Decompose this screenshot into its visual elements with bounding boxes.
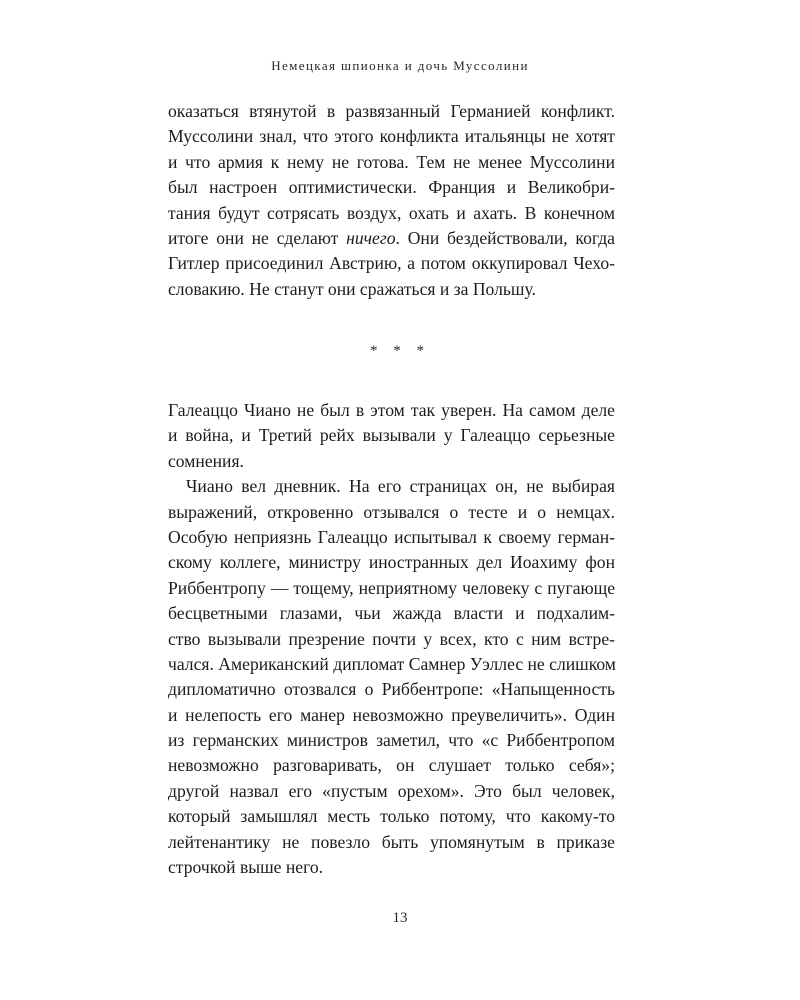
text-line: ство вызывали презрение почти у всех, кто с ним встре-: [168, 628, 615, 649]
text-line: и что армия к нему не готова. Тем не менее Муссолини: [168, 151, 615, 172]
text-fragment: итоге они не сделают: [168, 227, 347, 248]
text-line: чался. Американский дипломат Самнер Уэллес не слишком: [168, 653, 616, 674]
text-line: из германских министров заметил, что «с Риббентропом: [168, 730, 615, 751]
text-line: и нелепость его манер невозможно преувеличить». Один: [168, 704, 615, 725]
text-line: тания будут сотрясать воздух, охать и ахать. В конечном: [168, 202, 615, 223]
text-line: оказаться втянутой в развязанный Германией конфликт.: [168, 101, 615, 121]
paragraph-1: [168, 99, 615, 302]
text-line: лейтенантику не повезло быть упомянутым в приказе: [168, 831, 615, 852]
text-line: Особую неприязнь Галеаццо испытывал к своему герман-: [168, 526, 615, 547]
text-line: который замышлял месть только потому, что какому-то: [168, 806, 615, 827]
text-line: сомнения.: [168, 450, 244, 471]
text-line: Галеаццо Чиано не был в этом так уверен. На самом деле: [168, 400, 615, 420]
text-line: Чиано вел дневник. На его страницах он, не выбирая: [186, 476, 615, 497]
text-line: выражений, откровенно отзывался о тесте и о немцах.: [168, 501, 615, 522]
text-line: Риббентропу — тощему, неприятному человеку с пугающе: [168, 577, 615, 598]
text-line: другой назвал его «пустым орехом». Это был человек,: [168, 780, 615, 801]
text-line: словакию. Не станут они сражаться и за Польшу.: [168, 278, 536, 299]
text-line: бесцветными глазами, чьи жажда власти и подхалим-: [168, 603, 615, 624]
text-line: дипломатично отозвался о Риббентропе: «Напыщенность: [168, 679, 615, 700]
text-line-with-emphasis: [168, 226, 615, 251]
page-number: 13: [392, 910, 408, 926]
text-fragment: . Они бездействовали, когда: [395, 227, 615, 248]
text-line: был настроен оптимистически. Франция и Великобри-: [168, 177, 615, 198]
text-line: и война, и Третий рейх вызывали у Галеаццо серьезные: [168, 425, 615, 446]
text-line: Муссолини знал, что этого конфликта итальянцы не хотят: [168, 126, 615, 147]
running-head: Немецкая шпионка и дочь Муссолини: [271, 58, 529, 73]
paragraph-2-and-3: [168, 398, 615, 880]
text-line: строчкой выше него.: [168, 857, 324, 878]
text-line: невозможно разговаривать, он слушает только себя»;: [168, 755, 615, 776]
emphasized-word: ничего: [346, 227, 396, 248]
text-line: скому коллеге, министру иностранных дел Иоахиму фон: [168, 552, 615, 573]
section-separator: * * *: [370, 343, 430, 359]
text-line: Гитлер присоединил Австрию, а потом оккупировал Чехо-: [168, 253, 615, 274]
